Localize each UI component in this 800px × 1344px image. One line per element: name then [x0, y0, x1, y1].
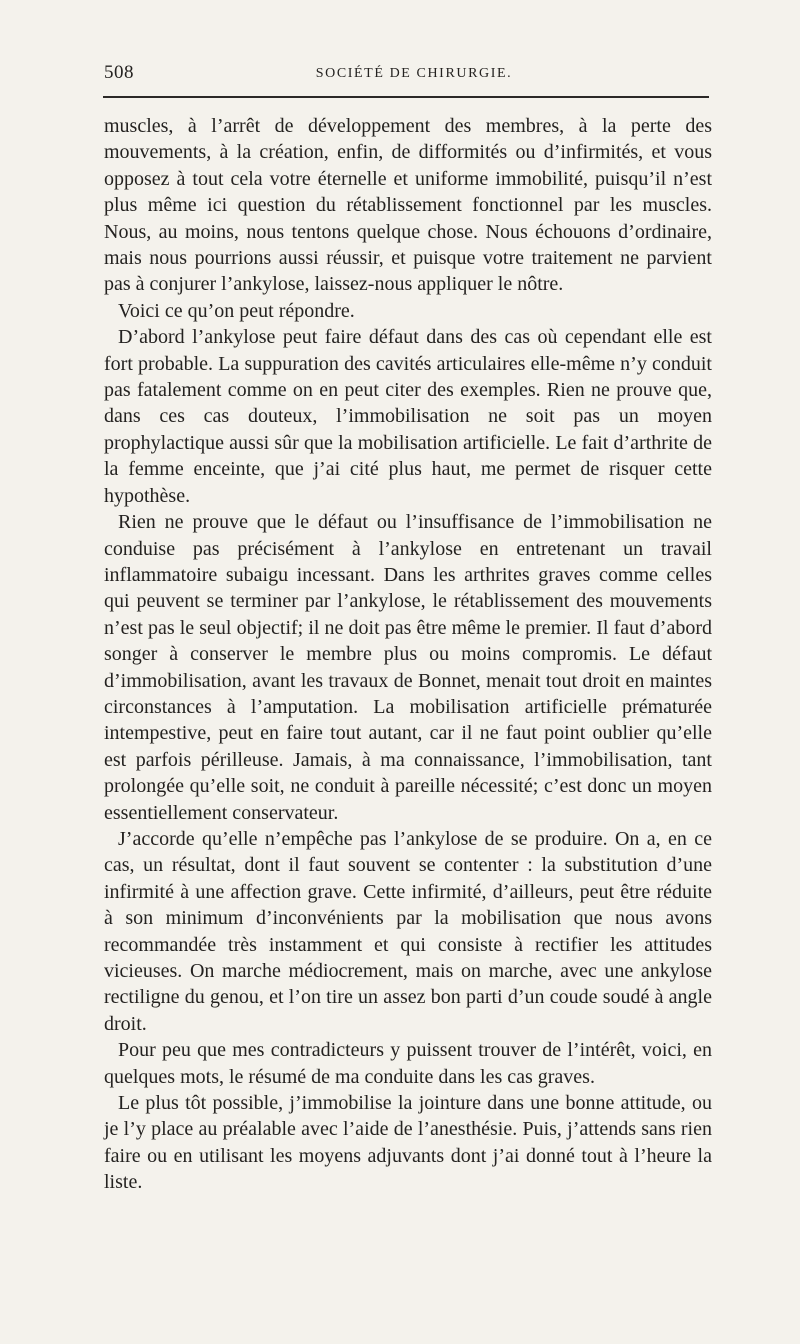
paragraph-1: muscles, à l’arrêt de développement des membres, à la perte des mouvements, à la création, enfin, de difformités ou d’infirmités, et vous opposez à tout cela votre éternelle et uniforme immobilité, puisqu’il n’est plus même ici question du rétablissement fonctionnel par les muscles. Nous, au moins, nous tentons quelque chose. Nous échouons d’ordinaire, mais nous pourrions aussi réussir, et puisque votre traitement ne parvient pas à conjurer l’ankylose, laissez-nous appliquer le nôtre.	[104, 115, 712, 296]
body-text	[104, 113, 712, 1196]
header-rule	[103, 96, 709, 98]
paragraph-5: J’accorde qu’elle n’empêche pas l’ankylose de se produire. On a, en ce cas, un résultat, dont il faut souvent se contenter : la substitution d’une infirmité à une affection grave. Cette infirmité, d’ailleurs, peut être réduite à son minimum d’inconvénients par la mobilisation que nous avons recommandée très instamment et qui consiste à rectifier les attitudes vicieuses. On marche médiocrement, mais on marche, avec une ankylose rectiligne du genou, et l’on tire un assez bon parti d’un coude soudé à angle droit.	[104, 827, 712, 1035]
paragraph-2: Voici ce qu’on peut répondre.	[118, 299, 355, 322]
paragraph-7: Le plus tôt possible, j’immobilise la jointure dans une bonne attitude, ou je l’y place au préalable avec l’aide de l’anesthésie. Puis, j’attends sans rien faire ou en utilisant les moyens adjuvants dont j’ai donné tout à l’heure la liste.	[104, 1092, 712, 1194]
running-title: SOCIÉTÉ DE CHIRURGIE.	[315, 66, 513, 81]
page-number: 508	[104, 62, 134, 83]
paragraph-4: Rien ne prouve que le défaut ou l’insuffisance de l’immobilisation ne conduise pas précisément à l’ankylose en entretenant un travail inflammatoire subaigu incessant. Dans les arthrites graves comme celles qui peuvent se terminer par l’ankylose, le rétablissement des mouvements n’est pas le seul objectif; il ne doit pas être même le premier. Il faut d’abord songer à conserver le membre plus ou moins compromis. Le défaut d’immobilisation, avant les travaux de Bonnet, menait tout droit en maintes circonstances à l’amputation. La mobilisation artificielle prématurée intempestive, peut en faire tout autant, car il ne faut point oublier qu’elle est parfois périlleuse. Jamais, à ma connaissance, l’immobilisation, tant prolongée qu’elle soit, ne conduit à pareille nécessité; c’est donc un moyen essentiellement conservateur.	[104, 511, 712, 824]
paragraph-3: D’abord l’ankylose peut faire défaut dans des cas où cependant elle est fort probable. La suppuration des cavités articulaires elle-même n’y conduit pas fatalement comme on en peut citer des exemples. Rien ne prouve que, dans ces cas douteux, l’immobilisation ne soit pas un moyen prophylactique aussi sûr que la mobilisation artificielle. Le fait d’arthrite de la femme enceinte, que j’ai cité plus haut, me permet de risquer cette hypothèse.	[104, 326, 712, 507]
paragraph-6: Pour peu que mes contradicteurs y puissent trouver de l’intérêt, voici, en quelques mots, le résumé de ma conduite dans les cas graves.	[104, 1039, 712, 1088]
page-header	[104, 60, 708, 88]
